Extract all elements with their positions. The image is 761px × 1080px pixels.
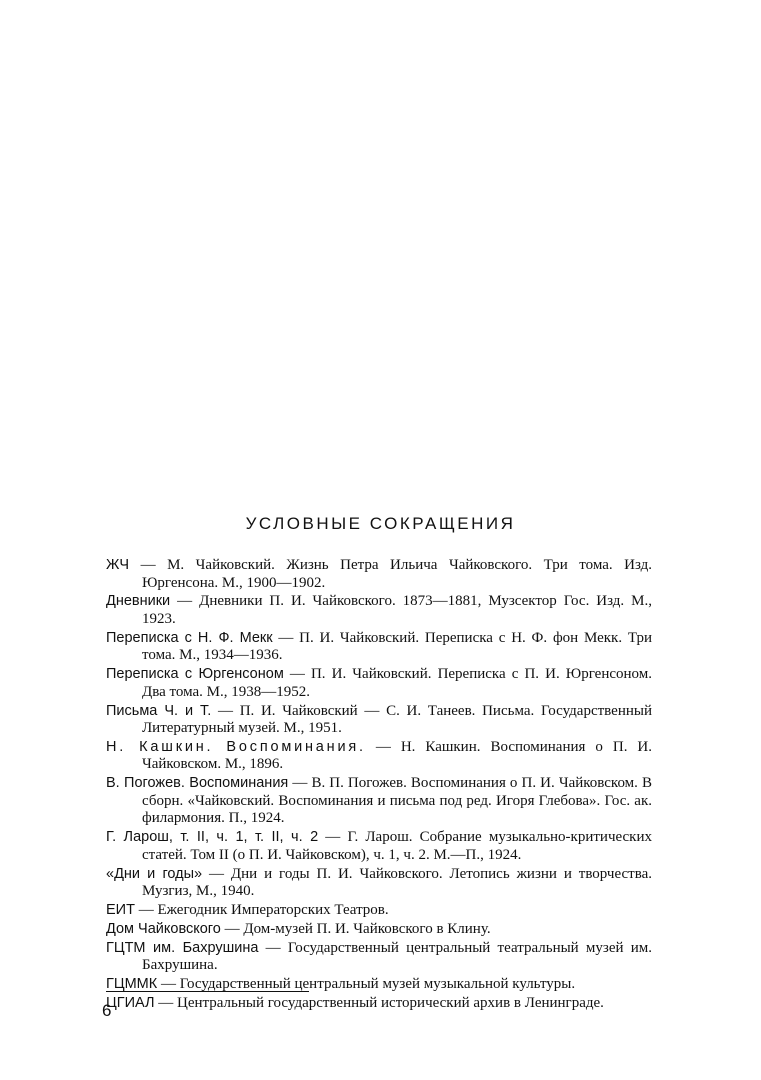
abbreviation-entry: [106, 666, 652, 701]
abbreviation-term: «Дни и годы»: [106, 865, 203, 882]
footer-rule: [106, 991, 309, 992]
abbreviation-term: ЖЧ: [106, 557, 130, 573]
abbreviation-expansion: — Дом-музей П. И. Чайковского в Клину.: [220, 920, 491, 937]
abbreviation-term: ГЦММК: [106, 975, 158, 992]
abbreviation-expansion: — Ежегодник Императорских Театров.: [134, 901, 389, 918]
abbreviation-entry: [106, 829, 652, 864]
abbreviation-entry: [106, 866, 652, 901]
abbreviation-term: В. Погожев. Воспоминания: [106, 775, 289, 792]
abbreviation-term: Дневники: [106, 593, 171, 610]
abbreviation-expansion: — М. Чайковский. Жизнь Петра Ильича Чайковского. Три тома. Изд. Юргенсона. М., 1900—1902.: [129, 557, 652, 591]
abbreviation-entry: [106, 703, 652, 738]
abbreviation-entry: [106, 739, 652, 774]
page-number: 6: [102, 1001, 112, 1020]
abbreviations-list: [106, 557, 652, 1013]
abbreviation-expansion: — Дневники П. И. Чайковского. 1873—1881, Музсектор Гос. Изд. М., 1923.: [142, 593, 652, 627]
section-heading: УСЛОВНЫЕ СОКРАЩЕНИЯ: [245, 514, 516, 533]
abbreviation-term: Письма Ч. и Т.: [106, 702, 212, 719]
abbreviation-term: Г. Ларош, т. II, ч. 1, т. II, ч. 2: [106, 829, 319, 846]
abbreviation-expansion: — П. И. Чайковский — С. И. Танеев. Письма. Государственный Литературный музей. М., 1951.: [142, 702, 652, 737]
abbreviation-entry: [106, 902, 652, 920]
abbreviation-entry: [106, 995, 652, 1013]
abbreviation-entry: [106, 921, 652, 939]
abbreviation-term: Дом Чайковского: [106, 920, 221, 937]
abbreviation-entry: [106, 630, 652, 665]
abbreviation-term: Переписка с Н. Ф. Мекк: [106, 629, 273, 646]
abbreviation-expansion: — Дни и годы П. И. Чайковского. Летопись жизни и творчества. Музгиз, М., 1940.: [142, 865, 653, 900]
abbreviation-expansion: — Г. Ларош. Собрание музыкально-критических статей. Том II (о П. И. Чайковском), ч. 1, ч. 2. М.—П., 1924.: [142, 829, 652, 863]
abbreviation-expansion: — Н. Кашкин. Воспоминания о П. И. Чайковском. М., 1896.: [142, 738, 652, 773]
abbreviation-expansion: — Государственный центральный музей музыкальной культуры.: [157, 975, 576, 992]
abbreviation-entry: [106, 775, 652, 828]
abbreviation-term: ЕИТ: [106, 901, 135, 918]
abbreviation-entry: [106, 557, 652, 592]
abbreviation-expansion: — Центральный государственный исторический архив в Ленинграде.: [154, 994, 604, 1011]
abbreviation-expansion: — В. П. Погожев. Воспоминания о П. И. Чайковском. В сборн. «Чайковский. Воспоминания и письма под ред. Игоря Глебова». Гос. ак. филармония. П., 1924.: [142, 775, 652, 827]
abbreviation-term: Переписка с Юргенсоном: [106, 666, 284, 683]
abbreviation-entry: [106, 940, 652, 975]
abbreviation-term: ЦГИАЛ: [106, 994, 155, 1011]
abbreviation-term: Н. Кашкин. Воспоминания.: [106, 738, 366, 755]
abbreviation-expansion: — Государственный центральный театральный музей им. Бахрушина.: [142, 939, 653, 974]
abbreviation-expansion: — П. И. Чайковский. Переписка с Н. Ф. фон Мекк. Три тома. М., 1934—1936.: [142, 629, 652, 664]
abbreviation-term: ГЦТМ им. Бахрушина: [106, 939, 259, 956]
abbreviation-entry: [106, 593, 652, 628]
abbreviation-expansion: — П. И. Чайковский. Переписка с П. И. Юргенсоном. Два тома. М., 1938—1952.: [142, 666, 652, 700]
